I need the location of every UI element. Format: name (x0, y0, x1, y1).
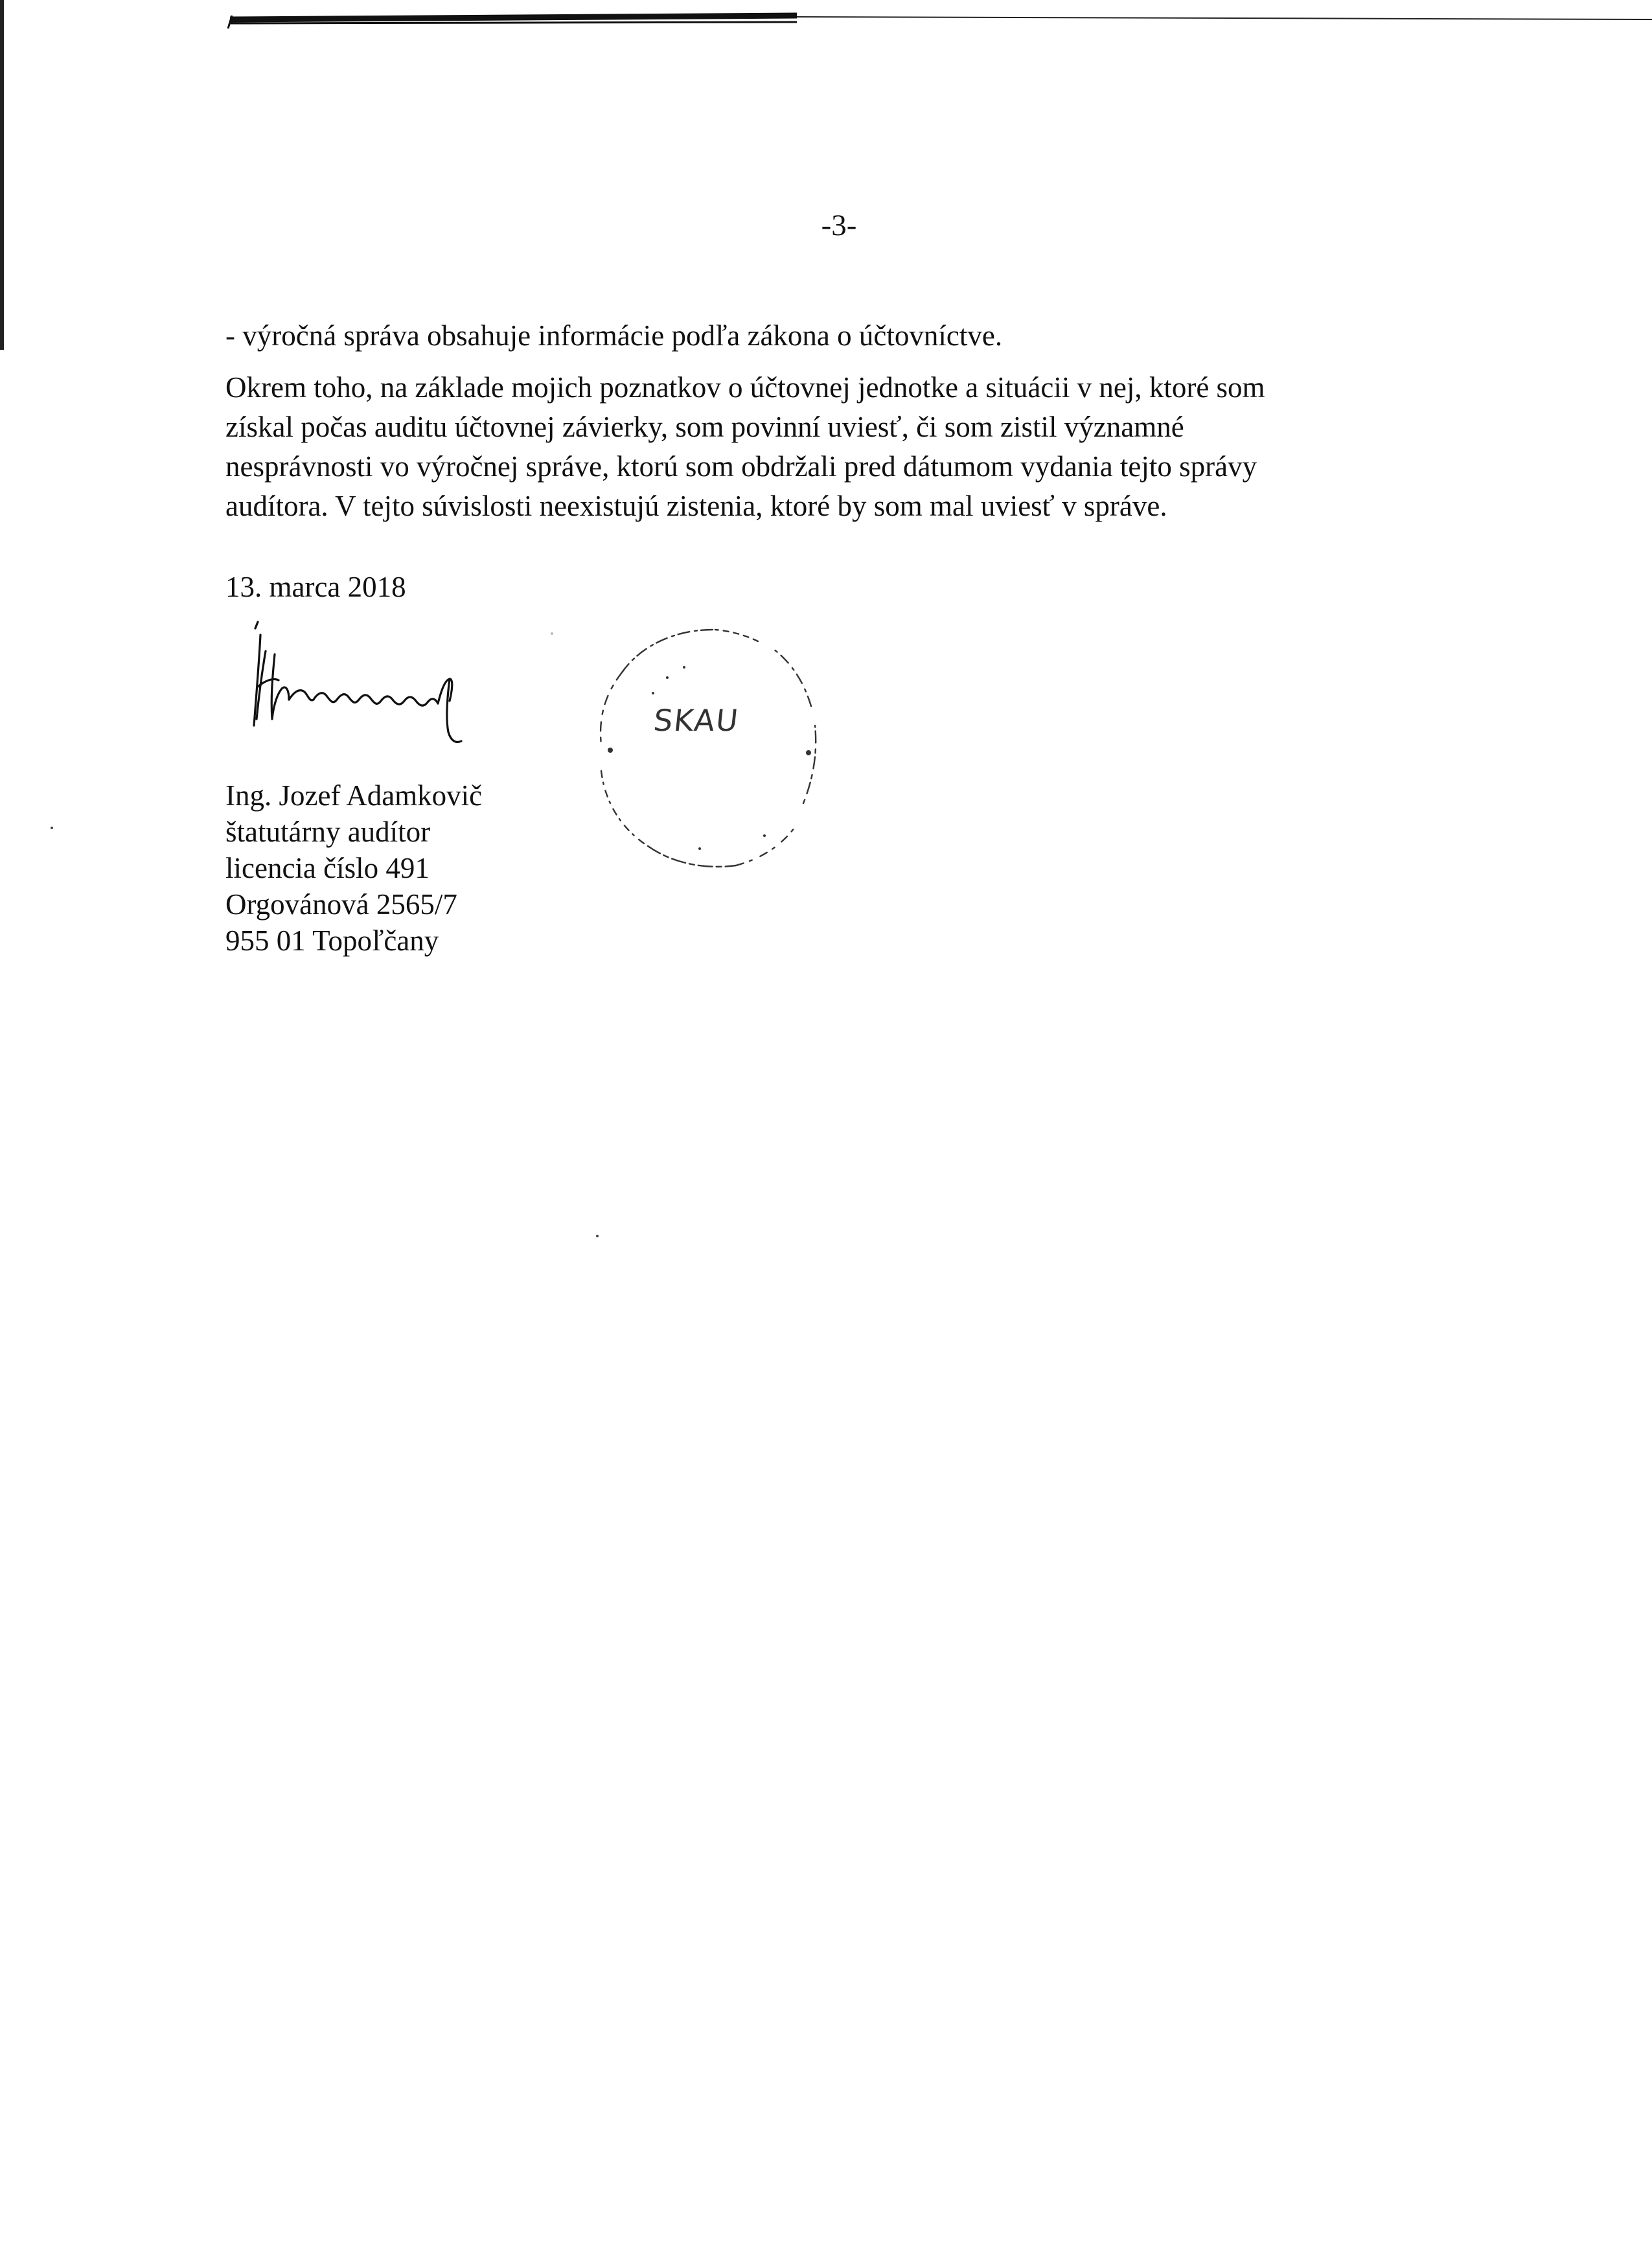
report-date: 13. marca 2018 (225, 571, 406, 603)
signatory-city: 955 01 Topoľčany (225, 924, 439, 957)
scan-speck (551, 632, 553, 635)
stamp-text: SKAU (652, 703, 741, 738)
signatory-name: Ing. Jozef Adamkovič (225, 779, 483, 812)
signatory-role: štatutárny audítor (225, 816, 431, 848)
handwritten-signature (246, 615, 492, 764)
signatory-street: Orgovánová 2565/7 (225, 888, 457, 921)
scan-edge-top (0, 0, 1652, 39)
scan-edge-left (0, 0, 4, 350)
paragraph-line: získal počas auditu účtovnej závierky, som povinní uviesť, či som zistil významné (225, 411, 1184, 443)
scan-speck (596, 1235, 599, 1237)
scan-speck (51, 827, 53, 829)
paragraph-line: nesprávnosti vo výročnej správe, ktorú som obdržali pred dátumom vydania tejto správy (225, 450, 1257, 483)
bullet-line: - výročná správa obsahuje informácie podľa zákona o účtovníctve. (225, 319, 1003, 352)
main-paragraph (225, 368, 1456, 526)
auditor-round-stamp (570, 615, 855, 900)
paragraph-line: Okrem toho, na základe mojich poznatkov o účtovnej jednotke a situácii v nej, ktoré som (225, 371, 1265, 404)
page-number: -3- (821, 209, 857, 242)
signatory-block (225, 777, 482, 959)
paragraph-line: audítora. V tejto súvislosti neexistujú zistenia, ktoré by som mal uviesť v správe. (225, 490, 1167, 522)
signatory-license: licencia číslo 491 (225, 852, 430, 884)
